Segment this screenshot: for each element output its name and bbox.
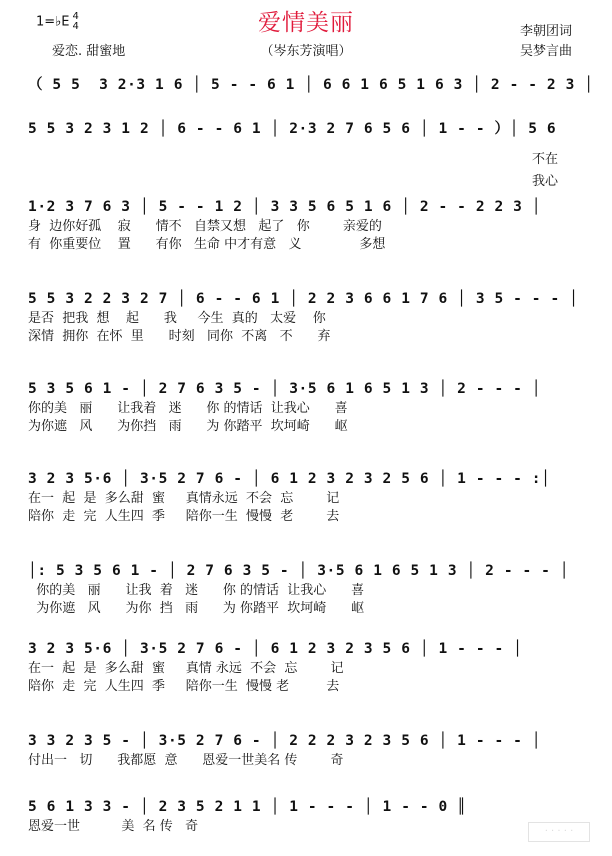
key-label: 1=♭E bbox=[36, 14, 70, 30]
notation-line: 5 5 3 2 3 1 2 │ 6 - - 6 1 │ 2·3 2 7 6 5 6 │ 1 - - ）│ 5 6 bbox=[28, 121, 557, 137]
staff-system-2 bbox=[28, 118, 588, 140]
lyric-verse-1: 你的美 丽 让我 着 迷 你 的情话 让我心 喜 bbox=[28, 583, 365, 598]
lyric-verse-2: 陪你 走 完 人生四 季 陪你一生 慢慢 老 去 bbox=[28, 679, 340, 694]
notation-line: 3 2 3 5·6 │ 3·5 2 7 6 - │ 6 1 2 3 2 3 5 6 │ 1 - - - │ bbox=[28, 641, 523, 657]
staff-system-9 bbox=[28, 730, 588, 770]
composer-credit: 吴梦言曲 bbox=[519, 44, 572, 59]
lyric-verse-2: 陪你 走 完 人生四 季 陪你一生 慢慢 老 去 bbox=[28, 509, 340, 524]
lyric-verse-1: 身 边你好孤 寂 情不 自禁又想 起了 你 亲爱的 bbox=[28, 219, 382, 234]
staff-system-6 bbox=[28, 468, 588, 526]
lyric-verse-1: 在一 起 是 多么甜 蜜 真情永远 不会 忘 记 bbox=[28, 491, 340, 506]
staff-system-10 bbox=[28, 796, 588, 836]
lyric-verse-1: 你的美 丽 让我着 迷 你 的情话 让我心 喜 bbox=[28, 401, 348, 416]
lyric-verse-1: 在一 起 是 多么甜 蜜 真情 永远 不会 忘 记 bbox=[28, 661, 344, 676]
lyric-verse-2: 有 你重要位 置 有你 生命 中才有意 义 多想 bbox=[28, 237, 386, 252]
lyric-verse-1: 付出一 切 我都愿 意 恩爱一世美名 传 奇 bbox=[28, 753, 344, 768]
notation-line: 1·2 3 7 6 3 │ 5 - - 1 2 │ 3 3 5 6 5 1 6 │ 2 - - 2 2 3 │ bbox=[28, 199, 542, 215]
lyric-verse-2: 为你遮 风 为你 挡 雨 为 你踏平 坎坷崎 岖 bbox=[28, 601, 365, 616]
notation-line: 5 3 5 6 1 - │ 2 7 6 3 5 - │ 3·5 6 1 6 5 1 3 │ 2 - - - │ bbox=[28, 381, 542, 397]
staff-system-3 bbox=[28, 196, 588, 254]
notation-line: 3 2 3 5·6 │ 3·5 2 7 6 - │ 6 1 2 3 2 3 2 5 6 │ 1 - - - :│ bbox=[28, 471, 551, 487]
song-title: 爱情美丽 bbox=[258, 10, 354, 36]
watermark: · · · · · bbox=[528, 822, 590, 842]
notation-line: （ 5 5 3 2·3 1 6 │ 5 - - 6 1 │ 6 6 1 6 5 1 6 3 │ 2 - - 2 3 │ bbox=[28, 77, 594, 93]
pickup-lyric-2: 我心 bbox=[532, 174, 559, 189]
key-signature bbox=[36, 12, 79, 32]
lyric-verse-1: 是否 把我 想 起 我 今生 真的 太爱 你 bbox=[28, 311, 326, 326]
staff-system-1 bbox=[28, 74, 594, 96]
lyric-verse-2: 为你遮 风 为你挡 雨 为 你踏平 坎坷崎 岖 bbox=[28, 419, 348, 434]
staff-system-7 bbox=[28, 560, 588, 618]
notation-line: │: 5 3 5 6 1 - │ 2 7 6 3 5 - │ 3·5 6 1 6 5 1 3 │ 2 - - - │ bbox=[28, 563, 570, 579]
notation-line: 3 3 2 3 5 - │ 3·5 2 7 6 - │ 2 2 2 3 2 3 5 6 │ 1 - - - │ bbox=[28, 733, 542, 749]
expression-mark: 爱恋. 甜蜜地 bbox=[52, 44, 126, 59]
staff-system-4 bbox=[28, 288, 588, 346]
singer-credit: （岑东芳演唱） bbox=[260, 44, 352, 59]
notation-line: 5 5 3 2 2 3 2 7 │ 6 - - 6 1 │ 2 2 3 6 6 1 7 6 │ 3 5 - - - │ bbox=[28, 291, 579, 307]
pickup-lyric-1: 不在 bbox=[532, 152, 559, 167]
notation-line: 5 6 1 3 3 - │ 2 3 5 2 1 1 │ 1 - - - │ 1 - - 0 ║ bbox=[28, 799, 467, 815]
lyricist-credit: 李朝团词 bbox=[519, 24, 572, 39]
lyric-verse-1: 恩爱一世 美 名 传 奇 bbox=[28, 819, 199, 834]
staff-system-8 bbox=[28, 638, 588, 696]
lyric-verse-2: 深情 拥你 在怀 里 时刻 同你 不离 不 弃 bbox=[28, 329, 331, 344]
time-signature: 4 4 bbox=[72, 11, 79, 32]
staff-system-5 bbox=[28, 378, 588, 436]
